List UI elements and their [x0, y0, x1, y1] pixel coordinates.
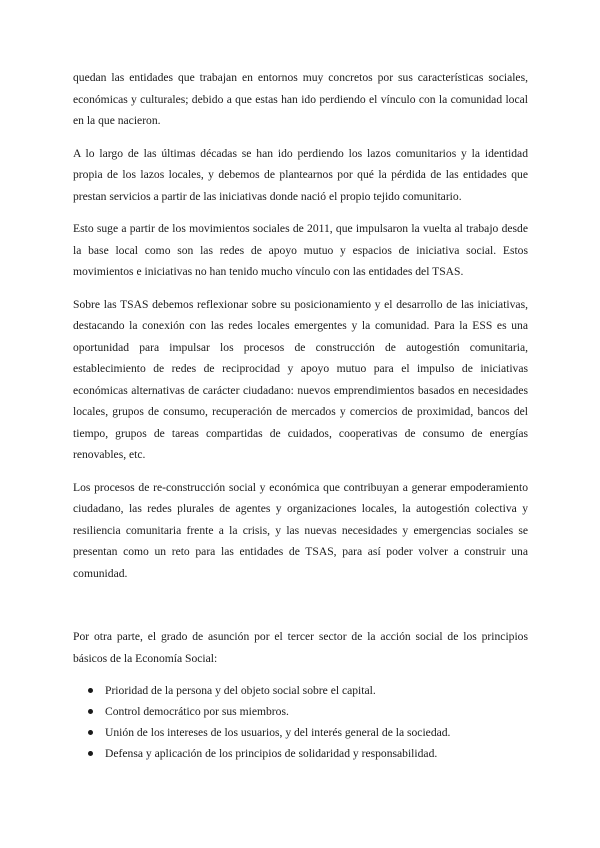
- document-body: [73, 67, 528, 764]
- paragraph-3: Esto suge a partir de los movimientos sociales de 2011, que impulsaron la vuelta al trabajo desde la base local como son las redes de apoyo mutuo y espacios de iniciativa social. Estos movimientos e iniciativas no han tenido mucho vínculo con las entidades del TSAS.: [73, 222, 528, 278]
- list-item: [73, 701, 528, 722]
- list-item: [73, 743, 528, 764]
- bullet-icon: [88, 730, 93, 735]
- section-spacer: [73, 595, 528, 626]
- list-item-text: Defensa y aplicación de los principios de solidaridad y responsabilidad.: [105, 747, 438, 760]
- list-item: [73, 680, 528, 701]
- principles-list: [73, 680, 528, 764]
- list-item-text: Unión de los intereses de los usuarios, y del interés general de la sociedad.: [105, 726, 451, 739]
- paragraph-5: Los procesos de re-construcción social y económica que contribuyan a generar empoderamiento ciudadano, las redes plurales de agentes y organizaciones locales, la autogestión colectiva y resiliencia comunitaria frente a la crisis, y las nuevas necesidades y emergencias sociales se presentan como un reto para las entidades de TSAS, para así poder volver a construir una comunidad.: [73, 480, 528, 580]
- bullet-icon: [88, 688, 93, 693]
- list-item: [73, 722, 528, 743]
- paragraph-1: quedan las entidades que trabajan en entornos muy concretos por sus características sociales, económicas y culturales; debido a que estas han ido perdiendo el vínculo con la comunidad local en la que nacieron.: [73, 71, 528, 127]
- paragraph-6: Por otra parte, el grado de asunción por el tercer sector de la acción social de los principios básicos de la Economía Social:: [73, 630, 528, 665]
- bullet-icon: [88, 751, 93, 756]
- paragraph-2: A lo largo de las últimas décadas se han ido perdiendo los lazos comunitarios y la identidad propia de los lazos locales, y debemos de plantearnos por qué la pérdida de las entidades que prestan servicios a partir de las iniciativas donde nació el propio tejido comunitario.: [73, 146, 528, 203]
- list-item-text: Control democrático por sus miembros.: [105, 705, 289, 718]
- paragraph-4: Sobre las TSAS debemos reflexionar sobre su posicionamiento y el desarrollo de las iniciativas, destacando la conexión con las redes locales emergentes y la comunidad. Para la ESS es una oportunidad para impulsar los procesos de construcción de autogestión comunitaria, establecimiento de redes de reciprocidad y apoyo mutuo para el impulso de iniciativas económicas alternativas de carácter ciudadano: nuevos emprendimientos basados en necesidades locales, grupos de consumo, recuperación de mercados y comercios de proximidad, bancos del tiempo, grupos de tareas compartidas de cuidados, cooperativas de consumo de energías renovables, etc.: [73, 297, 528, 461]
- list-item-text: Prioridad de la persona y del objeto social sobre el capital.: [105, 684, 376, 697]
- bullet-icon: [88, 709, 93, 714]
